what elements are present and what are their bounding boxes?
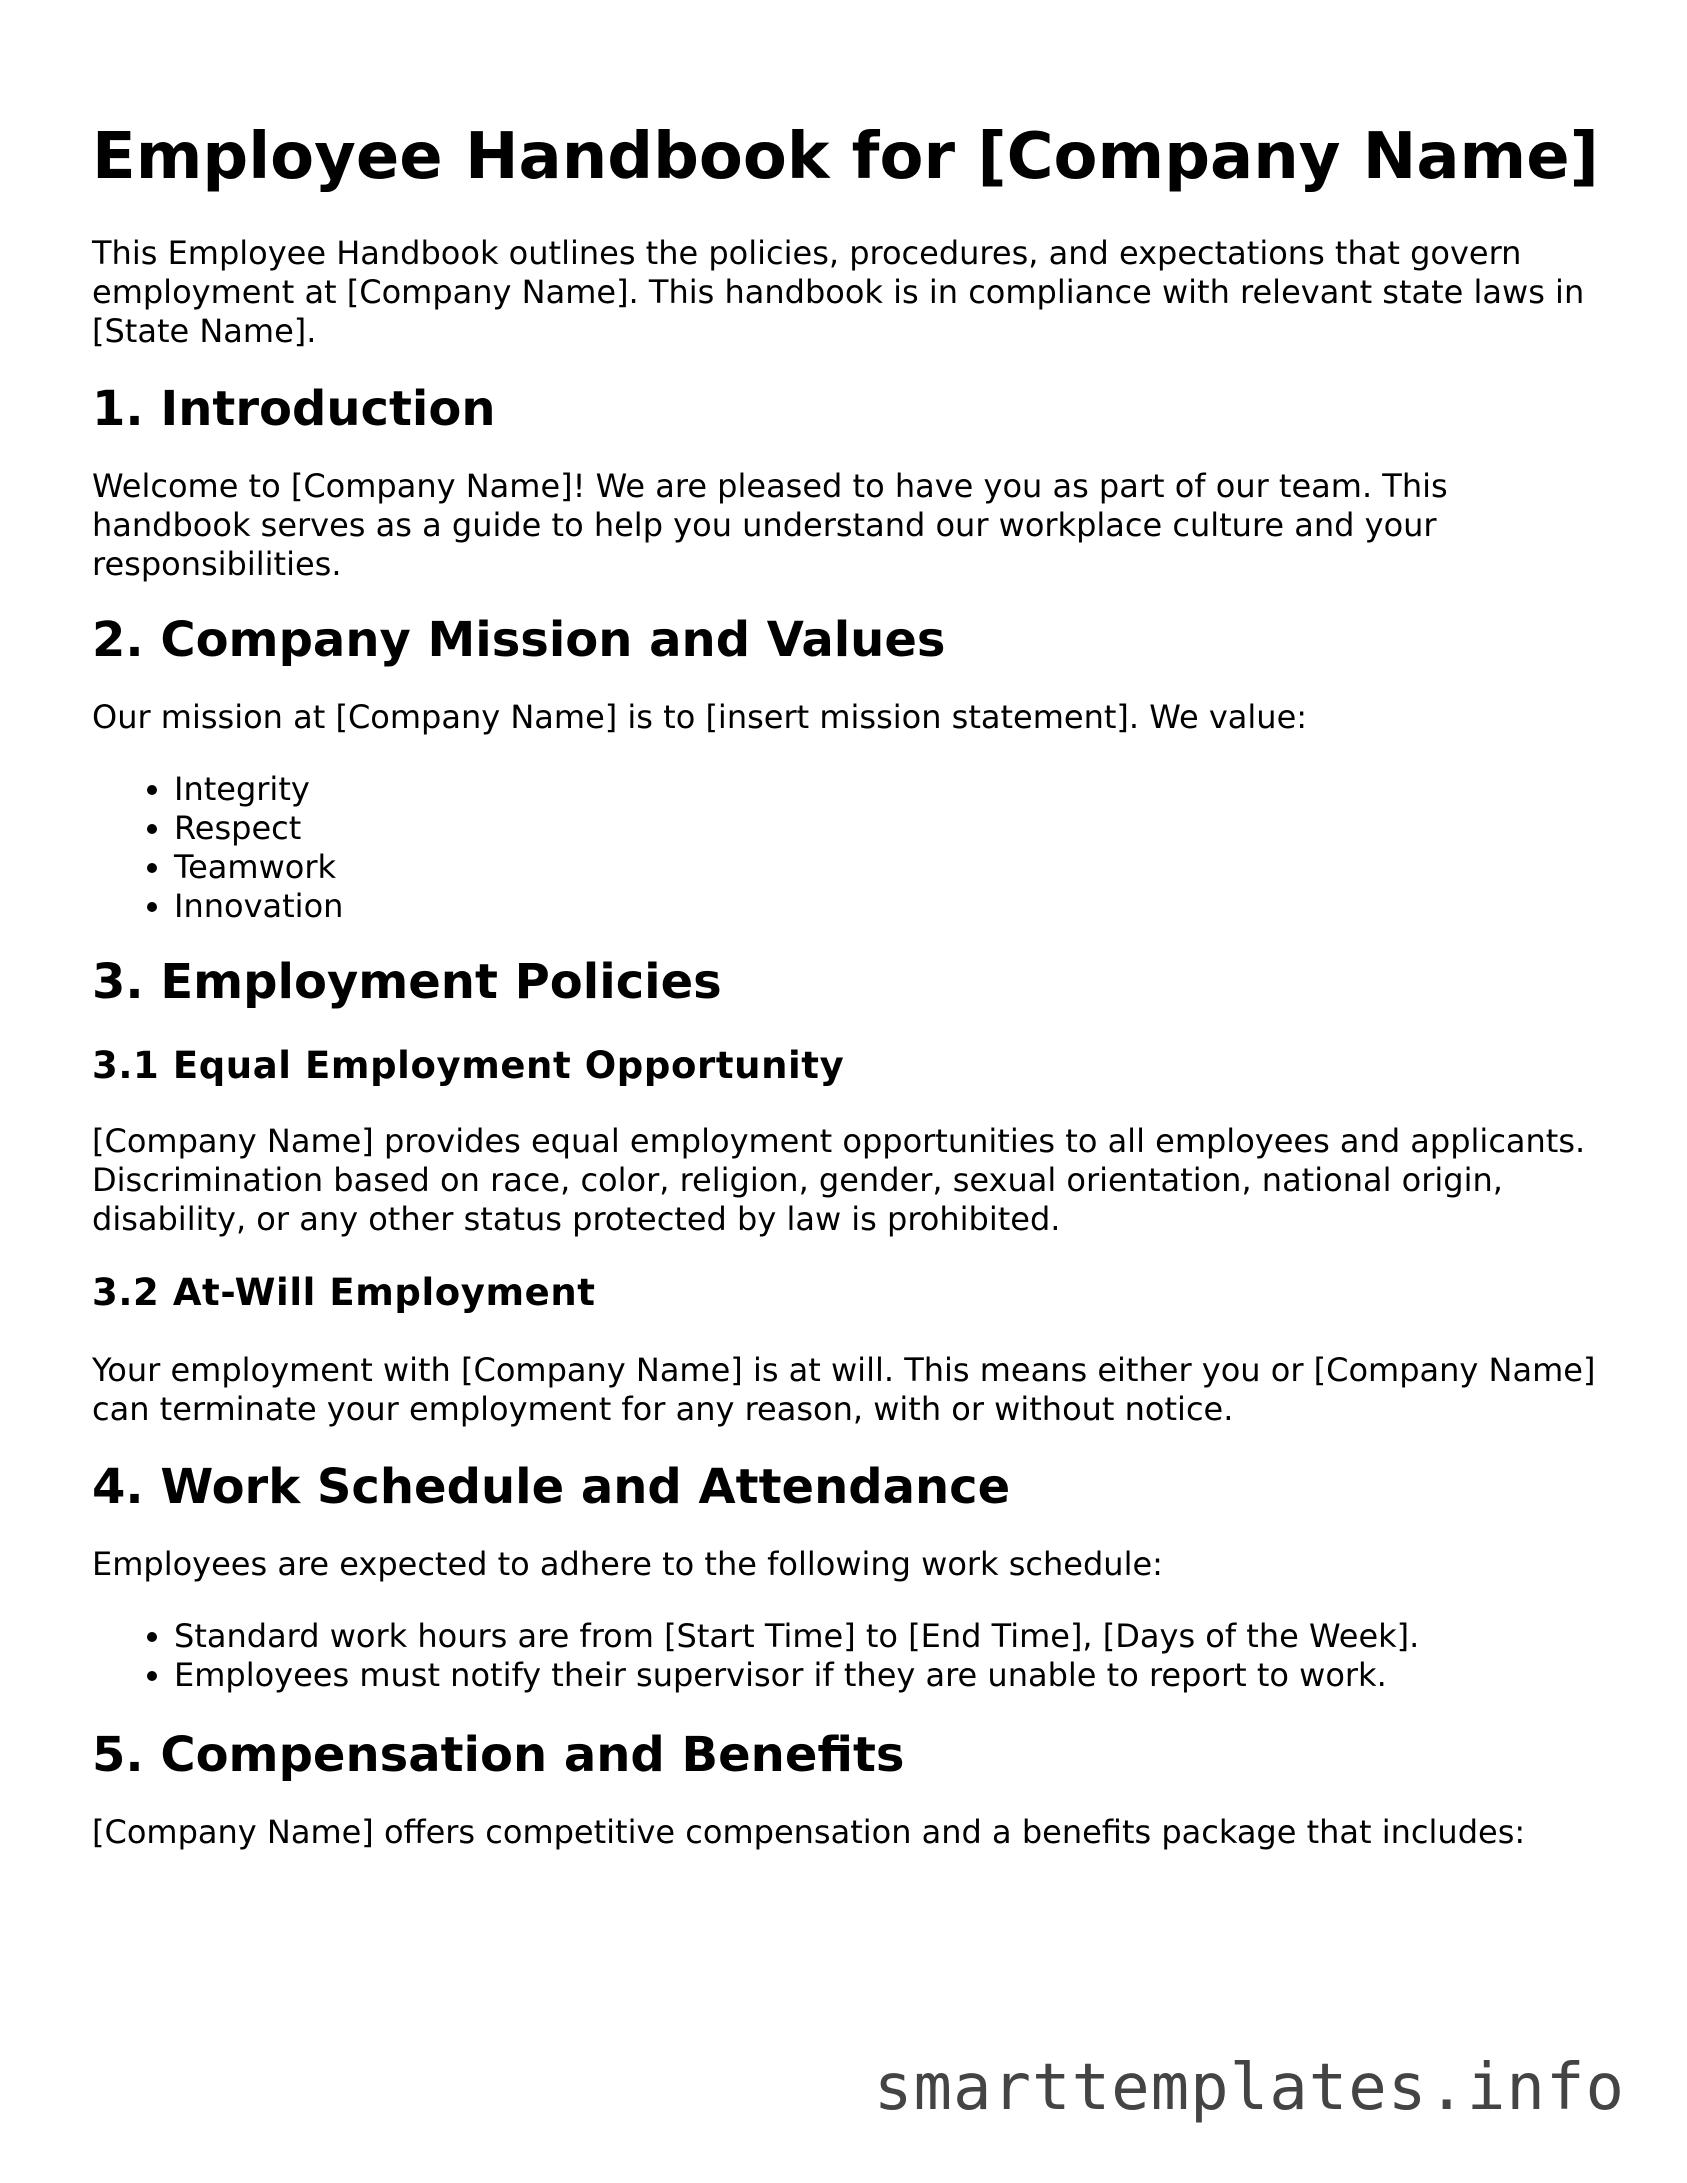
subsection-heading-eeo: 3.1 Equal Employment Opportunity [92, 1044, 845, 1087]
at-will-paragraph: Your employment with [Company Name] is at will. This means either you or [Company Name] can terminate your employment for any reason, with or without notice. [92, 1351, 1596, 1428]
list-item: • Respect [174, 809, 1612, 848]
list-item: • Employees must notify their supervisor if they are unable to report to work. [174, 1656, 1612, 1695]
list-item: • Teamwork [174, 848, 1612, 887]
document-page [92, 0, 1612, 1852]
section-heading-compensation: 5. Compensation and Benefits [92, 1727, 905, 1783]
schedule-paragraph: Employees are expected to adhere to the following work schedule: [92, 1545, 1163, 1583]
introduction-paragraph: Welcome to [Company Name]! We are pleased to have you as part of our team. This handbook serves as a guide to help you understand our workplace culture and your responsibilities. [92, 467, 1448, 583]
list-item: • Integrity [174, 770, 1612, 809]
list-item: • Innovation [174, 887, 1612, 926]
subsection-heading-at-will: 3.2 At-Will Employment [92, 1271, 596, 1314]
section-heading-introduction: 1. Introduction [92, 381, 496, 437]
schedule-list [92, 1617, 1612, 1695]
mission-paragraph: Our mission at [Company Name] is to [insert mission statement]. We value: [92, 698, 1308, 736]
compensation-paragraph: [Company Name] offers competitive compensation and a benefits package that includes: [92, 1813, 1526, 1851]
section-heading-schedule: 4. Work Schedule and Attendance [92, 1459, 1011, 1515]
intro-paragraph: This Employee Handbook outlines the policies, procedures, and expectations that govern employment at [Company Name]. This handbook is in compliance with relevant state laws in [State Name]. [92, 234, 1585, 350]
values-list [92, 770, 1612, 926]
list-item: • Standard work hours are from [Start Time] to [End Time], [Days of the Week]. [174, 1617, 1612, 1656]
section-heading-mission: 2. Company Mission and Values [92, 612, 946, 668]
watermark-text: smarttemplates.info [873, 2051, 1625, 2125]
document-title: Employee Handbook for [Company Name] [92, 120, 1599, 194]
section-heading-policies: 3. Employment Policies [92, 954, 722, 1010]
eeo-paragraph: [Company Name] provides equal employment opportunities to all employees and applicants. Discrimination based on race, color, religion, gender, sexual orientation, national origin, disability, or any other status protected by law is prohibited. [92, 1122, 1586, 1238]
